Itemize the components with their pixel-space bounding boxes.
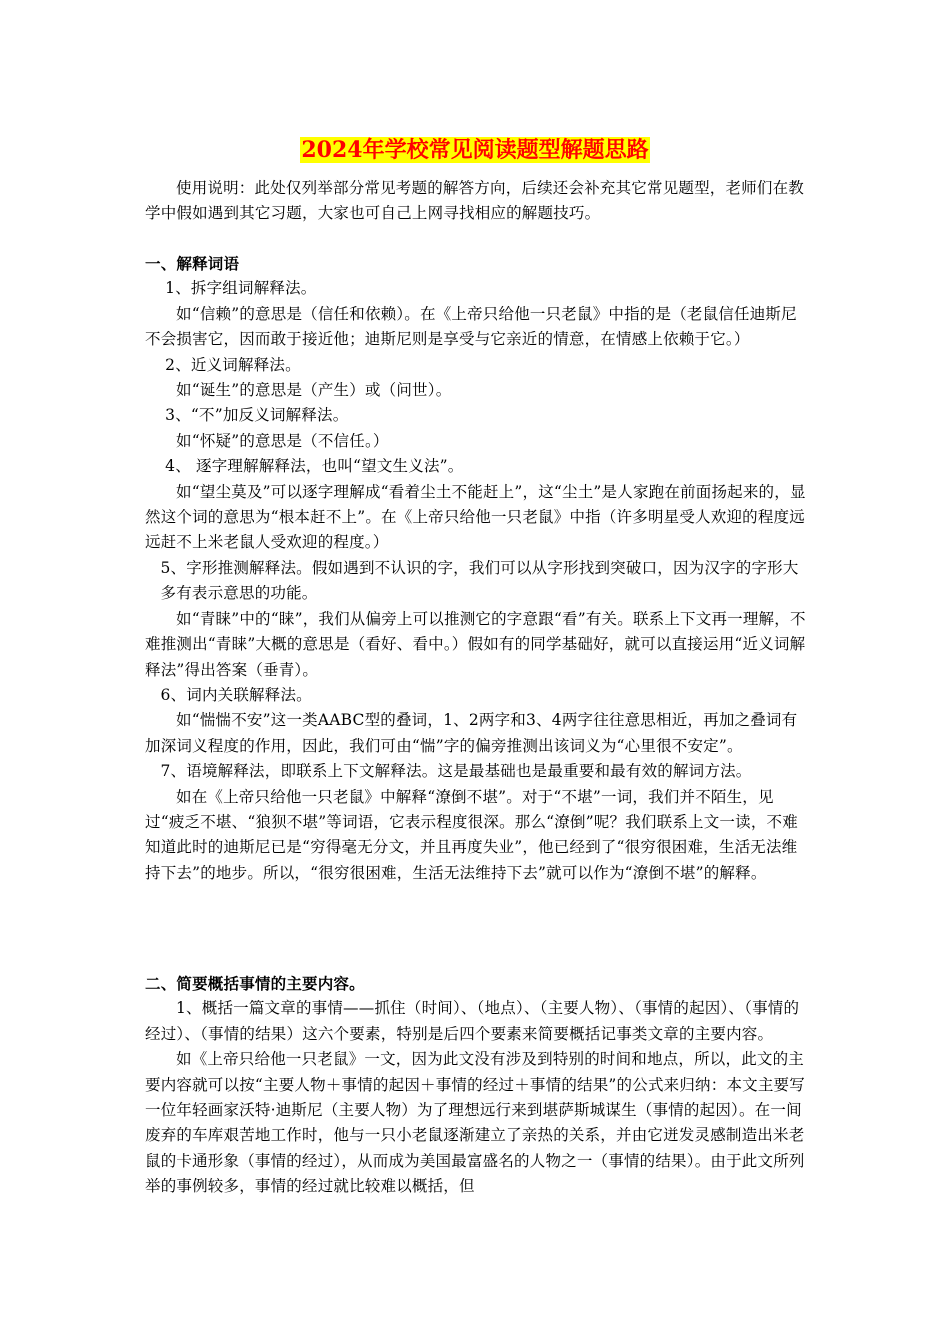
method-1-example: 如“信赖”的意思是（信任和依赖）。在《上帝只给他一只老鼠》中指的是（老鼠信任迪斯尼不会损害它，因而敢于接近他；迪斯尼则是享受与它亲近的情意，在情感上依赖于它。）	[145, 304, 797, 349]
section-heading-2: 二、简要概括事情的主要内容。	[145, 974, 365, 993]
method-4-example: 如“望尘莫及”可以逐字理解成“看着尘土不能赶上”，这“尘土”是人家跑在前面扬起来的，显然这个词的意思为“根本赶不上”。在《上帝只给他一只老鼠》中指（许多明星受人欢迎的程度远远赶不上米老鼠人受欢迎的程度。）	[145, 482, 806, 552]
method-7-example: 如在《上帝只给他一只老鼠》中解释“潦倒不堪”。对于“不堪”一词，我们并不陌生，见过“疲乏不堪、“狼狈不堪”等词语，它表示程度很深。那么“潦倒”呢？我们联系上文一读，不难知道此时的迪斯尼已是“穷得毫无分文，并且再度失业”，他已经到了“很穷很困难，生活无法维持下去”的地步。所以，“很穷很困难，生活无法维持下去”就可以作为“潦倒不堪”的解释。	[145, 787, 798, 882]
method-5-title: 5、字形推测解释法。假如遇到不认识的字，我们可以从字形找到突破口，因为汉字的字形大多有表示意思的功能。	[160, 558, 799, 603]
method-2-title: 2、近义词解释法。	[165, 355, 301, 374]
method-4-title: 4、 逐字理解解释法，也叫“望文生义法”。	[165, 457, 464, 476]
summary-example: 如《上帝只给他一只老鼠》一文，因为此文没有涉及到特别的时间和地点，所以，此文的主要内容就可以按“主要人物＋事情的起因＋事情的经过＋事情的结果”的公式来归纳：本文主要写一位年轻画家沃特·迪斯尼（主要人物）为了理想远行来到堪萨斯城谋生（事情的起因）。在一间废弃的车库艰苦地工作时，他与一只小老鼠逐渐建立了亲热的关系，并由它迸发灵感制造出米老鼠的卡通形象（事情的经过），从而成为美国最富盛名的人物之一（事情的结果）。由于此文所列举的事例较多，事情的经过就比较难以概括，但	[145, 1050, 805, 1196]
method-6-example: 如“惴惴不安”这一类AABC型的叠词，1、2两字和3、4两字往往意思相近，再加之叠词有加深词义程度的作用，因此，我们可由“惴”字的偏旁推测出该词义为“心里很不安定”。	[145, 711, 798, 755]
method-3-title: 3、“不”加反义词解释法。	[165, 406, 349, 425]
document-title-text: 2024年学校常见阅读题型解题思路	[301, 137, 649, 163]
section-summarize	[145, 971, 807, 1200]
intro-section	[145, 176, 807, 227]
method-5-example: 如“青睐”中的“睐”，我们从偏旁上可以推测它的字意跟“看”有关。联系上下文再一理解，不难推测出“青睐”大概的意思是（看好、看中。）假如有的同学基础好，就可以直接运用“近义词解释法”得出答案（垂青）。	[145, 609, 806, 679]
method-7-title: 7、语境解释法，即联系上下文解释法。这是最基础也是最重要和最有效的解词方法。	[160, 762, 752, 781]
method-3-example: 如“怀疑”的意思是（不信任。）	[176, 431, 389, 450]
usage-note: 使用说明：此处仅列举部分常见考题的解答方向，后续还会补充其它常见题型，老师们在教学中假如遇到其它习题，大家也可自己上网寻找相应的解题技巧。	[145, 179, 805, 223]
method-2-example: 如“诞生”的意思是（产生）或（问世）。	[176, 381, 452, 400]
method-6-title: 6、词内关联解释法。	[160, 685, 312, 704]
section-explain-words	[145, 251, 807, 886]
document-title	[0, 134, 950, 166]
method-1-title: 1、拆字组词解释法。	[165, 279, 317, 298]
section-heading-1: 一、解释词语	[145, 254, 240, 273]
summary-rule: 1、概括一篇文章的事情——抓住（时间）、（地点）、（主要人物）、（事情的起因）、（事情的经过）、（事情的结果）这六个要素，特别是后四个要素来简要概括记事类文章的主要内容。	[145, 999, 800, 1043]
